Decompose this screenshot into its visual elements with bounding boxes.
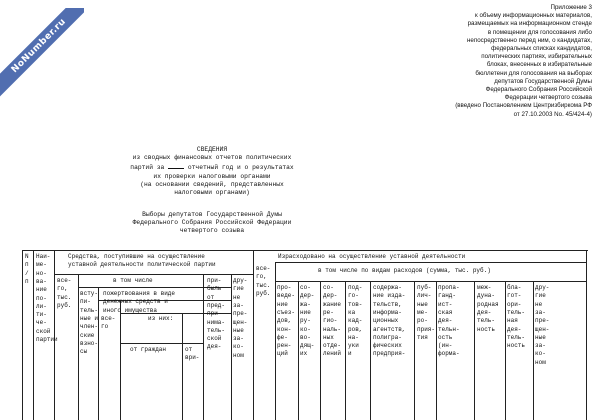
col-party-name-header: партии bbox=[36, 336, 58, 343]
congresses-header: ций bbox=[277, 350, 288, 358]
membership-fees-header: ские bbox=[80, 331, 95, 339]
appendix-line: размещаемых на информационном стенде bbox=[467, 20, 592, 28]
donations-total-header: го bbox=[101, 323, 109, 331]
other-expenses-header: ные bbox=[535, 333, 546, 341]
membership-fees-header: ные и bbox=[80, 314, 99, 322]
business-profit-header: тель- bbox=[207, 326, 226, 334]
heading-line: налоговыми органами) bbox=[174, 189, 250, 197]
charity-header: тель- bbox=[507, 333, 526, 341]
donations-header: иного имущества bbox=[103, 306, 158, 314]
regional-branches-header: дер- bbox=[323, 292, 338, 300]
table-rule bbox=[22, 250, 588, 251]
congresses-header: ние bbox=[277, 300, 288, 308]
publishing-header: предприя- bbox=[373, 350, 406, 358]
table-rule bbox=[505, 281, 506, 420]
appendix-line: политических партиях, избирательных bbox=[481, 53, 592, 61]
table-rule bbox=[533, 281, 534, 420]
international-header: меж- bbox=[477, 284, 492, 291]
publishing-header: фических bbox=[373, 342, 402, 350]
charity-header: бла- bbox=[507, 284, 522, 291]
table-rule bbox=[275, 262, 586, 263]
appendix-line: (введено Постановлением Центризбиркома РФ bbox=[455, 102, 592, 110]
spent-total-header: руб. bbox=[256, 289, 271, 297]
table-rule bbox=[414, 281, 415, 420]
governing-bodies-header: во- bbox=[300, 333, 311, 341]
governing-bodies-header: дер- bbox=[300, 292, 315, 300]
publishing-header: полигра- bbox=[373, 333, 402, 341]
charity-header: ность bbox=[507, 342, 526, 350]
congresses-header: веде- bbox=[277, 292, 296, 300]
international-header: дея- bbox=[477, 308, 492, 316]
training-header: кад- bbox=[348, 317, 363, 325]
congresses-header: кон- bbox=[277, 325, 292, 333]
propaganda-header: (ин- bbox=[438, 342, 453, 350]
heading-line: (на основании сведений, представленных bbox=[140, 180, 284, 188]
propaganda-header: пропа- bbox=[438, 284, 460, 291]
other-income-header: щен- bbox=[233, 318, 248, 326]
public-events-header: тия bbox=[417, 333, 428, 341]
appendix-line: Федерации четвертого созыва bbox=[504, 94, 592, 102]
col-number-header: / bbox=[25, 269, 29, 277]
training-header: ка bbox=[348, 308, 356, 316]
charity-header: ори- bbox=[507, 300, 522, 308]
spent-total-header: тыс. bbox=[256, 281, 271, 289]
business-profit-header: при- bbox=[207, 277, 222, 284]
elections-line: Федерального Собрания Российской Федерации bbox=[132, 219, 292, 227]
table-rule bbox=[298, 281, 299, 420]
regional-branches-header: ре- bbox=[323, 308, 334, 316]
appendix-line: непосредственно перед ним, о кандидатах, bbox=[467, 36, 592, 44]
membership-fees-header: член- bbox=[80, 323, 99, 331]
table-rule bbox=[275, 281, 586, 282]
congresses-header: съез- bbox=[277, 308, 296, 316]
table-rule bbox=[231, 274, 232, 420]
col-party-name-header: ва- bbox=[36, 277, 47, 285]
business-profit-header: нима- bbox=[207, 318, 226, 326]
table-rule bbox=[54, 250, 55, 420]
public-events-header: ные bbox=[417, 300, 428, 308]
appendix-line: Федерального Собрания Российской bbox=[485, 86, 592, 94]
income-total-header: го, bbox=[57, 285, 68, 293]
governing-bodies-header: ру- bbox=[300, 317, 311, 325]
propaganda-header: тельн- bbox=[438, 325, 460, 333]
other-expenses-header: за- bbox=[535, 308, 546, 316]
col-party-name-header: ме- bbox=[36, 261, 47, 269]
other-income-header: ном bbox=[233, 351, 244, 359]
heading-line: из сводных финансовых отчетов политических bbox=[132, 154, 292, 162]
appendix-line: блоках, внесенных в избирательные bbox=[486, 61, 592, 69]
appendix-line: Приложение 3 bbox=[550, 4, 592, 11]
congresses-header: дов, bbox=[277, 317, 292, 325]
training-header: го- bbox=[348, 292, 359, 300]
public-events-header: ро- bbox=[417, 317, 428, 325]
table-rule bbox=[203, 274, 204, 420]
table-rule bbox=[253, 250, 254, 420]
other-expenses-header: щен- bbox=[535, 325, 550, 333]
other-expenses-header: гие bbox=[535, 292, 546, 300]
col-party-name-header: но- bbox=[36, 269, 47, 277]
business-profit-header: при- bbox=[207, 310, 222, 318]
table-rule bbox=[78, 274, 79, 420]
business-profit-header: ской bbox=[207, 335, 222, 343]
appendix-line: от 27.10.2003 No. 45/424-4) bbox=[513, 110, 592, 118]
income-total-header: тыс. bbox=[57, 293, 72, 301]
public-events-header: пуб- bbox=[417, 284, 432, 291]
table-rule bbox=[320, 281, 321, 420]
table-rule bbox=[370, 281, 371, 420]
congresses-header: фе- bbox=[277, 333, 288, 341]
international-header: дуна- bbox=[477, 292, 496, 300]
governing-bodies-header: дящ- bbox=[300, 342, 315, 350]
training-header: тов- bbox=[348, 300, 363, 308]
table-rule bbox=[120, 343, 203, 344]
training-header: под- bbox=[348, 284, 363, 291]
elections-line: четвертого созыва bbox=[179, 227, 245, 235]
spent-incl-header: в том числе по видам расходов (сумма, тыс. руб.) bbox=[318, 267, 491, 274]
regional-branches-header: наль- bbox=[323, 325, 342, 333]
appendix-line: бюллетени для голосования на выборах bbox=[475, 69, 592, 77]
from-header: от bbox=[185, 346, 193, 353]
congresses-header: рен- bbox=[277, 342, 292, 350]
other-expenses-header: не bbox=[535, 300, 543, 308]
heading-line: их проверки налоговыми органами bbox=[153, 172, 271, 180]
propaganda-header: ист- bbox=[438, 300, 453, 308]
table-rule bbox=[120, 300, 121, 420]
publishing-header: содержа- bbox=[373, 284, 402, 291]
membership-fees-header: взно- bbox=[80, 339, 99, 347]
income-total-header: все- bbox=[57, 277, 72, 284]
training-header: и bbox=[348, 350, 352, 358]
propaganda-header: ская bbox=[438, 308, 453, 316]
regional-branches-header: ных bbox=[323, 333, 334, 341]
charity-header: гот- bbox=[507, 292, 522, 300]
table-rule bbox=[345, 281, 346, 420]
propaganda-header: ость bbox=[438, 333, 453, 341]
donations-total-header: все- bbox=[101, 315, 116, 322]
other-income-header: за- bbox=[233, 301, 244, 309]
col-party-name-header: че- bbox=[36, 319, 47, 327]
regional-branches-header: со- bbox=[323, 284, 334, 291]
other-expenses-header: дру- bbox=[535, 284, 550, 291]
of-which-header: из них: bbox=[148, 315, 174, 322]
col-party-name-header: ской bbox=[36, 327, 51, 335]
business-profit-header: пред- bbox=[207, 301, 226, 309]
table-rule bbox=[474, 281, 475, 420]
watermark-text: NoNumber.ru bbox=[0, 8, 84, 98]
membership-fees-header: тель- bbox=[80, 306, 99, 314]
col-party-name-header: ти- bbox=[36, 311, 47, 319]
propaganda-header: ганд- bbox=[438, 292, 457, 300]
governing-bodies-header: ние bbox=[300, 308, 311, 316]
regional-branches-header: лений bbox=[323, 350, 342, 358]
membership-fees-header: всту- bbox=[80, 290, 99, 297]
membership-fees-header: пи- bbox=[80, 298, 91, 306]
col-party-name-header: ние bbox=[36, 286, 47, 294]
table-rule bbox=[275, 262, 276, 420]
charity-header: ная bbox=[507, 317, 518, 325]
col-number-header: N bbox=[25, 253, 29, 260]
table-rule bbox=[54, 274, 253, 275]
other-income-header: пре- bbox=[233, 310, 248, 318]
col-party-name-header: ли- bbox=[36, 302, 47, 310]
heading-line-pre: партий за bbox=[130, 164, 165, 172]
publishing-header: тельств, bbox=[373, 300, 402, 308]
donations-header: пожертвования в виде bbox=[103, 290, 176, 297]
other-expenses-header: ко- bbox=[535, 350, 546, 358]
appendix-line: к объему информационных материалов, bbox=[475, 12, 592, 20]
col-party-name-header: по- bbox=[36, 294, 47, 302]
regional-branches-header: отде- bbox=[323, 342, 342, 350]
other-income-header: дру- bbox=[233, 277, 248, 284]
international-header: родная bbox=[477, 300, 499, 308]
other-income-header: за- bbox=[233, 335, 244, 343]
col-number-header: п bbox=[25, 261, 29, 269]
training-header: уки bbox=[348, 342, 359, 350]
other-income-header: не bbox=[233, 293, 241, 301]
publishing-header: агентств, bbox=[373, 325, 406, 333]
public-events-header: прия- bbox=[417, 325, 436, 333]
spent-group-header: Израсходовано на осуществление уставной деятельности bbox=[278, 253, 466, 260]
public-events-header: ме- bbox=[417, 308, 428, 316]
international-header: ность bbox=[477, 325, 496, 333]
spent-total-header: го, bbox=[256, 273, 267, 281]
publishing-header: ние изда- bbox=[373, 292, 406, 300]
col-party-name-header: Наи- bbox=[36, 253, 51, 260]
income-incl-header: в том числе bbox=[113, 277, 153, 284]
table-rule bbox=[98, 287, 99, 420]
income-total-header: руб. bbox=[57, 301, 72, 309]
heading-title: СВЕДЕНИЯ bbox=[196, 146, 228, 153]
table-rule bbox=[436, 281, 437, 420]
other-expenses-header: ном bbox=[535, 358, 546, 366]
income-group-header: уставной деятельности политической партии bbox=[68, 261, 216, 269]
publishing-header: ционных bbox=[373, 317, 399, 325]
income-group-header: Средства, поступившие на осуществление bbox=[68, 253, 205, 260]
congresses-header: про- bbox=[277, 284, 292, 291]
charity-header: тель- bbox=[507, 308, 526, 316]
elections-line: Выборы депутатов Государственной Думы bbox=[142, 211, 282, 218]
governing-bodies-header: со- bbox=[300, 284, 311, 291]
appendix-line: федеральных списках кандидатов, bbox=[491, 45, 592, 53]
international-header: тель- bbox=[477, 317, 496, 325]
business-profit-header: быль bbox=[207, 285, 222, 293]
heading-line-post: отчетный год и о результатах bbox=[187, 164, 294, 172]
appendix-line: депутатов Государственной Думы bbox=[494, 77, 592, 85]
table-rule bbox=[182, 343, 183, 420]
other-income-header: ные bbox=[233, 326, 244, 334]
governing-bodies-header: жа- bbox=[300, 300, 311, 308]
from-header-cont: ври- bbox=[185, 354, 200, 361]
table-rule bbox=[586, 250, 587, 420]
business-profit-header: дея- bbox=[207, 343, 222, 351]
propaganda-header: дея- bbox=[438, 317, 453, 325]
other-income-header: гие bbox=[233, 285, 244, 293]
regional-branches-header: жание bbox=[323, 300, 342, 308]
propaganda-header: форма- bbox=[438, 350, 460, 358]
training-header: ров, bbox=[348, 325, 363, 333]
table-rule bbox=[22, 250, 23, 420]
col-number-header: п bbox=[25, 277, 29, 285]
other-expenses-header: за- bbox=[535, 342, 546, 350]
spent-total-header: все- bbox=[256, 265, 271, 272]
business-profit-header: от bbox=[207, 293, 215, 301]
donations-header: денежных средств и bbox=[103, 298, 168, 306]
training-header: на- bbox=[348, 333, 359, 341]
governing-bodies-header: ко- bbox=[300, 325, 311, 333]
regional-branches-header: гио- bbox=[323, 317, 338, 325]
membership-fees-header: сы bbox=[80, 348, 88, 356]
from-citizens-header: от граждан bbox=[130, 346, 167, 353]
table-rule bbox=[33, 250, 34, 420]
charity-header: дея- bbox=[507, 325, 522, 333]
appendix-line: в помещении для голосования либо bbox=[487, 28, 592, 36]
governing-bodies-header: их bbox=[300, 350, 308, 358]
publishing-header: информа- bbox=[373, 308, 402, 316]
other-expenses-header: пре- bbox=[535, 317, 550, 325]
other-income-header: ко- bbox=[233, 343, 244, 351]
public-events-header: лич- bbox=[417, 292, 432, 300]
